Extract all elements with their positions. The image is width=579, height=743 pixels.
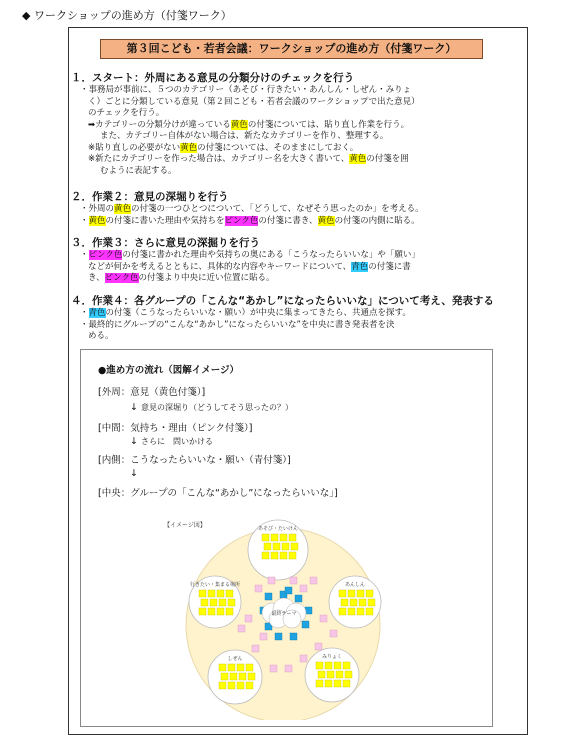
yellow-note bbox=[318, 671, 325, 678]
yellow-note bbox=[210, 599, 217, 606]
yellow-note bbox=[280, 552, 287, 559]
yellow-note bbox=[280, 534, 287, 541]
text-line: むように表記する。 bbox=[100, 165, 177, 176]
yellow-note bbox=[368, 599, 375, 606]
yellow-note bbox=[221, 673, 228, 680]
yellow-note bbox=[334, 662, 341, 669]
section-1-heading: １．スタート：外周にある意見の分類分けのチェックを行う bbox=[71, 72, 355, 84]
text-line: ※貼り直しの必要がない黄色の付箋については、そのままにしておく。 bbox=[88, 142, 359, 153]
yellow-note bbox=[226, 590, 233, 597]
yellow-note bbox=[248, 673, 255, 680]
section-3 bbox=[68, 236, 528, 285]
text-line: ➡カテゴリーの分類分けが違っている黄色の付箋については、貼り直し作業を行う。 bbox=[88, 119, 410, 130]
text-line: ・ピンク色の付箋に書かれた理由や気持ちの奥にある「こうなったらいいな」や「願い」 bbox=[80, 250, 420, 260]
header-text: ワークショップの進め方（付箋ワーク） bbox=[33, 9, 232, 22]
yellow-note bbox=[228, 682, 235, 689]
yellow-note bbox=[246, 682, 253, 689]
yellow-note bbox=[199, 608, 206, 615]
yellow-note bbox=[246, 664, 253, 671]
section-1 bbox=[68, 71, 528, 177]
yellow-note bbox=[273, 543, 280, 550]
yellow-note bbox=[228, 664, 235, 671]
pink-note bbox=[300, 655, 307, 662]
pink-note bbox=[310, 577, 317, 584]
category-label: みりょく bbox=[321, 654, 343, 660]
text-line: く）ごとに分類している意見（第２回こども・若者会議のワークショップで出た意見） bbox=[88, 96, 420, 107]
yellow-note bbox=[341, 599, 348, 606]
pink-note bbox=[285, 665, 292, 672]
category-label: 行きたい・集まる場所 bbox=[189, 582, 241, 588]
yellow-note bbox=[348, 608, 355, 615]
text-line: のチェックを行う。 bbox=[88, 108, 165, 118]
yellow-note bbox=[230, 673, 237, 680]
down-arrow-icon: ↓ bbox=[130, 468, 138, 479]
text-line: ・事務局が事前に、５つのカテゴリー（あそび・行きたい・あんしん・しぜん・みりょ bbox=[80, 85, 412, 95]
blue-note bbox=[290, 633, 297, 640]
yellow-note bbox=[239, 673, 246, 680]
text-line: ・外周の黄色の付箋の一つひとつについて、「どうして、なぜそう思ったのか」を考える。 bbox=[80, 204, 424, 214]
category-label: しぜん bbox=[227, 656, 243, 662]
yellow-note bbox=[336, 671, 343, 678]
blue-note bbox=[285, 587, 292, 594]
text-line: ・最終的にグループの“こんな“あかし”になったらいいな”を中央に書き発表者を決 bbox=[80, 319, 395, 330]
pink-note bbox=[270, 665, 277, 672]
yellow-note bbox=[343, 662, 350, 669]
center-label: 最終テーマ bbox=[271, 611, 297, 617]
text-line: ・青色の付箋（こうなったらいいな・願い）が中央に集まってきたら、共通点を探す。 bbox=[80, 308, 411, 318]
flow-arrow-3 bbox=[130, 468, 138, 479]
yellow-note bbox=[348, 590, 355, 597]
yellow-note bbox=[219, 664, 226, 671]
flow-step-3: [内側：こうなったらいいな・願い（青付箋）] bbox=[98, 455, 291, 466]
yellow-note bbox=[339, 590, 346, 597]
yellow-note bbox=[262, 534, 269, 541]
yellow-note bbox=[350, 599, 357, 606]
yellow-note bbox=[325, 662, 332, 669]
yellow-note bbox=[237, 682, 244, 689]
yellow-note bbox=[327, 671, 334, 678]
yellow-note bbox=[316, 662, 323, 669]
pink-note bbox=[300, 585, 307, 592]
blue-note bbox=[265, 593, 272, 600]
pink-note bbox=[315, 643, 322, 650]
text-line: ・黄色の付箋に書いた理由や気持ちをピンク色の付箋に書き、黄色の付箋の内側に貼る。 bbox=[80, 215, 420, 226]
yellow-note bbox=[208, 608, 215, 615]
text-line: また、カテゴリー自体がない場合は、新たなカテゴリーを作り、整理する。 bbox=[100, 131, 389, 141]
yellow-note bbox=[316, 680, 323, 687]
flow-step-1: [外周：意見（黄色付箋）] bbox=[98, 387, 206, 398]
pink-note bbox=[320, 615, 327, 622]
yellow-note bbox=[219, 599, 226, 606]
down-arrow-icon: ↓ bbox=[130, 402, 138, 413]
section-4-heading: ４．作業４：各グループの「こんな“あかし”になったらいいな」について考え、発表する bbox=[71, 295, 494, 307]
yellow-note bbox=[345, 671, 352, 678]
yellow-note bbox=[271, 552, 278, 559]
yellow-note bbox=[366, 608, 373, 615]
yellow-note bbox=[334, 680, 341, 687]
yellow-note bbox=[237, 664, 244, 671]
workshop-diagram bbox=[160, 515, 400, 720]
yellow-note bbox=[357, 590, 364, 597]
category-label: あんしん bbox=[344, 582, 366, 588]
flow-arrow-1 bbox=[130, 402, 293, 413]
down-arrow-icon: ↓ bbox=[130, 436, 138, 447]
pink-note bbox=[255, 585, 262, 592]
category-label: あそび・たいけん bbox=[257, 526, 299, 532]
blue-note bbox=[295, 595, 302, 602]
document-title: 第３回こども・若者会議：ワークショップの進め方（付箋ワーク） bbox=[100, 39, 483, 59]
flow-step-4: [中央：グループの「こんな“あかし”になったらいいな」] bbox=[98, 488, 338, 499]
yellow-note bbox=[217, 590, 224, 597]
yellow-note bbox=[217, 608, 224, 615]
pink-note bbox=[260, 633, 267, 640]
text-line: などが何かを考えるとともに、具体的な内容やキーワードについて、青色の付箋に書 bbox=[88, 261, 411, 272]
section-3-body bbox=[80, 250, 522, 285]
page-header bbox=[22, 7, 232, 23]
section-4-body bbox=[80, 308, 522, 343]
pink-note bbox=[252, 645, 259, 652]
pink-note bbox=[290, 577, 297, 584]
section-2-body bbox=[80, 204, 522, 227]
blue-note bbox=[302, 621, 309, 628]
yellow-note bbox=[343, 680, 350, 687]
yellow-note bbox=[201, 599, 208, 606]
yellow-note bbox=[226, 608, 233, 615]
pink-note bbox=[330, 630, 337, 637]
pink-note bbox=[268, 577, 275, 584]
blue-note bbox=[275, 633, 282, 640]
section-2 bbox=[68, 190, 528, 227]
yellow-note bbox=[208, 590, 215, 597]
yellow-note bbox=[339, 608, 346, 615]
flow-arrow-2-text: さらに 問いかける bbox=[141, 437, 213, 446]
text-line: める。 bbox=[88, 331, 114, 341]
flow-title: ●進め方の流れ（図解イメージ） bbox=[98, 365, 240, 376]
yellow-note bbox=[357, 608, 364, 615]
yellow-note bbox=[219, 682, 226, 689]
diamond-icon: ◆ bbox=[22, 9, 31, 22]
yellow-note bbox=[359, 599, 366, 606]
yellow-note bbox=[291, 543, 298, 550]
yellow-note bbox=[264, 543, 271, 550]
yellow-note bbox=[282, 543, 289, 550]
text-line: ※新たにカテゴリーを作った場合は、カテゴリー名を大きく書いて、黄色の付箋を囲 bbox=[88, 154, 409, 164]
yellow-note bbox=[199, 590, 206, 597]
flow-arrow-2 bbox=[130, 436, 213, 447]
yellow-note bbox=[325, 680, 332, 687]
yellow-note bbox=[262, 552, 269, 559]
section-4 bbox=[68, 294, 528, 343]
section-3-heading: ３．作業３：さらに意見の深掘りを行う bbox=[71, 237, 260, 249]
yellow-note bbox=[289, 552, 296, 559]
section-2-heading: ２．作業２：意見の深堀りを行う bbox=[71, 191, 229, 203]
yellow-note bbox=[228, 599, 235, 606]
pink-note bbox=[238, 625, 245, 632]
section-1-body bbox=[80, 85, 522, 177]
image-label: 【イメージ図】 bbox=[164, 522, 206, 529]
yellow-note bbox=[271, 534, 278, 541]
flow-step-2: [中間：気持ち・理由（ピンク付箋）] bbox=[98, 423, 253, 434]
text-line: き、ピンク色の付箋より中央に近い位置に貼る。 bbox=[88, 273, 275, 283]
yellow-note bbox=[289, 534, 296, 541]
flow-arrow-1-text: 意見の深堀り（どうしてそう思ったの？） bbox=[141, 403, 293, 412]
pink-note bbox=[245, 615, 252, 622]
yellow-note bbox=[366, 590, 373, 597]
